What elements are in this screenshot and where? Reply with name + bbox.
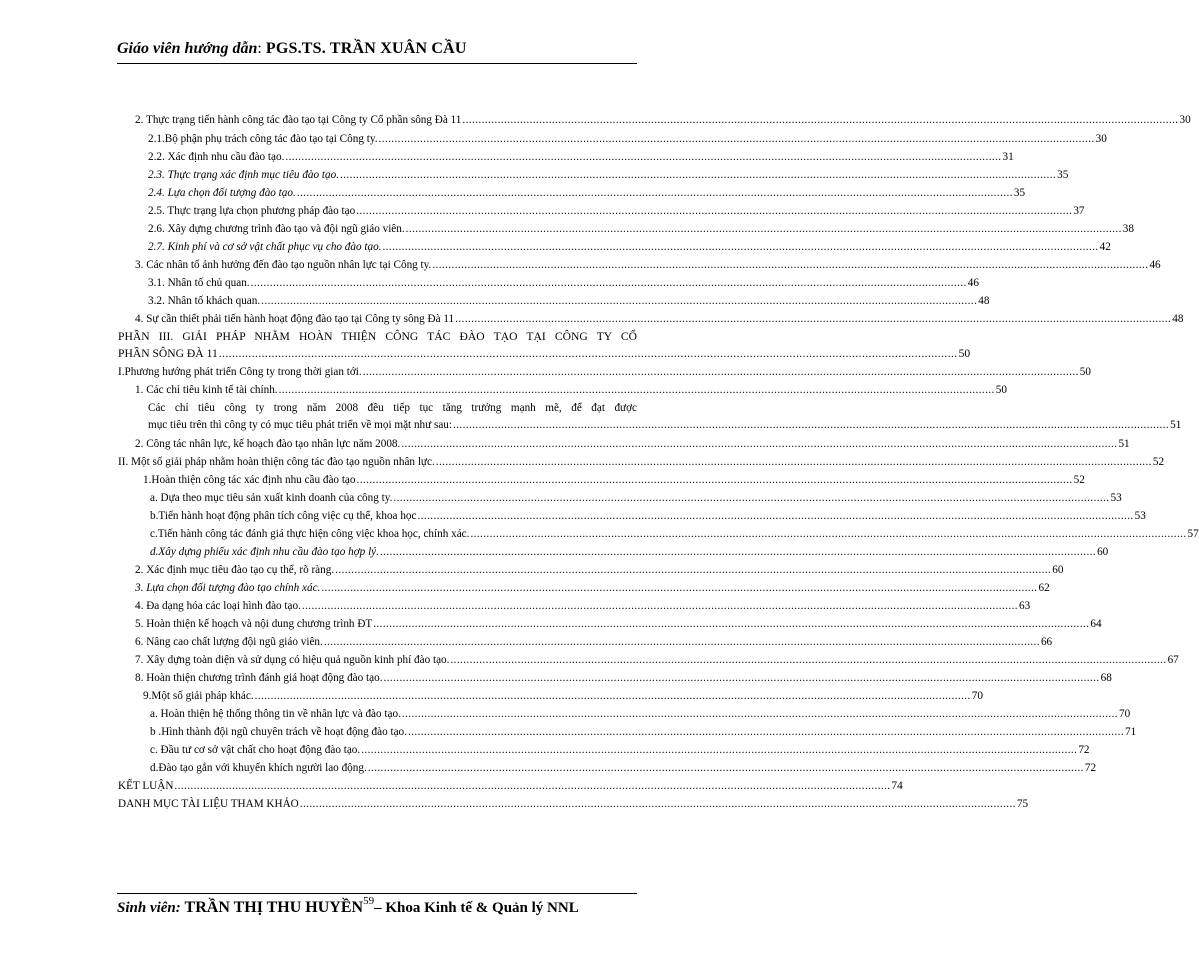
toc-entry: 2.3. Thực trạng xác định mục tiêu đào tạo. ..... 35: [148, 167, 637, 184]
toc-entry: I.Phương hướng phát triển Công ty trong thời gian tới. ..... 50: [118, 364, 637, 381]
toc-entry: c.Tiến hành công tác đánh giá thực hiện công việc khoa học, chính xác. ..... 57: [150, 526, 637, 543]
toc-entry: 2.1.Bộ phận phụ trách công tác đào tạo tại Công ty. ..... 30: [148, 131, 637, 148]
header-advisor-name: PGS.TS. TRẦN XUÂN CẦU: [265, 40, 467, 57]
page-footer: [117, 895, 657, 925]
toc-entry: a. Dựa theo mục tiêu sản xuất kinh doanh của công ty. ..... 53: [150, 490, 637, 507]
header-label: Giáo viên hướng dẫn: [117, 40, 258, 57]
toc-entry: b.Tiến hành hoạt động phân tích công việc cụ thể, khoa học ..... 53: [150, 508, 637, 525]
page-number: 59: [363, 895, 375, 907]
toc-entry: 2. Công tác nhân lực, kế hoạch đào tạo nhân lực năm 2008. ..... 51: [135, 436, 637, 453]
toc-entry: 6. Nâng cao chất lượng đội ngũ giáo viên. ..... 66: [135, 634, 637, 651]
toc-entry: 4. Sự cần thiết phải tiến hành hoạt động đào tạo tại Công ty sông Đà 11 ..... 48: [135, 311, 637, 328]
footer-department: – Khoa Kinh tế & Quản lý NNL: [374, 900, 579, 916]
toc-entry: mục tiêu trên thì công ty có mục tiêu phát triển về mọi mặt như sau: ..... 51: [148, 417, 637, 434]
footer-colon: :: [175, 900, 185, 916]
toc-entry: d.Đào tạo gắn với khuyến khích người lao động. ..... 72: [150, 760, 637, 777]
toc-entry: PHẦN SÔNG ĐÀ 11 ..... 50: [118, 345, 637, 362]
toc-entry: 8. Hoàn thiện chương trình đánh giá hoạt động đào tạo. ..... 68: [135, 670, 637, 687]
footer-label: Sinh viên: [117, 900, 176, 916]
toc-entry: 7. Xây dựng toàn diện và sử dụng có hiệu quả nguồn kinh phí đào tạo. ..... 67: [135, 652, 637, 669]
toc-paragraph-line1: Các chỉ tiêu công ty trong năm 2008 đều tiếp tục tăng trưởng mạnh mẽ, để đạt được: [148, 402, 637, 414]
toc-entry: 3.2. Nhân tố khách quan. ..... 48: [148, 293, 637, 310]
toc-entry: 9.Một số giải pháp khác. ..... 70: [143, 688, 637, 705]
toc-entry: 2. Thực trạng tiến hành công tác đào tạo tại Công ty Cổ phần sông Đà 11 ..... 30: [135, 112, 637, 129]
toc-entry: b .Hình thành đội ngũ chuyên trách về hoạt động đào tạo. ..... 71: [150, 724, 637, 741]
footer-student-name: TRẦN THỊ THU HUYỀN: [184, 899, 364, 916]
toc-entry: 2.5. Thực trạng lựa chọn phương pháp đào tạo ..... 37: [148, 203, 637, 220]
toc-entry: 3. Các nhân tố ảnh hưởng đến đào tạo nguồn nhân lực tại Công ty. ..... 46: [135, 257, 637, 274]
toc-entry: d.Xây dựng phiếu xác định nhu cầu đào tạo hợp lý. ..... 60: [150, 544, 637, 561]
toc-entry: 5. Hoàn thiện kế hoạch và nội dung chương trình ĐT ..... 64: [135, 616, 637, 633]
toc-entry: 1. Các chỉ tiêu kinh tế tài chính. ..... 50: [135, 382, 637, 399]
footer-rule: [117, 893, 637, 894]
toc-entry: 2.4. Lựa chọn đối tượng đào tạo. ..... 35: [148, 185, 637, 202]
toc-entry: 2.2. Xác định nhu cầu đào tạo. ..... 31: [148, 149, 637, 166]
toc-entry: c. Đầu tư cơ sở vật chất cho hoạt động đào tạo. ..... 72: [150, 742, 637, 759]
toc-entry: a. Hoàn thiện hệ thống thông tin về nhân lực và đào tạo. ..... 70: [150, 706, 637, 723]
toc-entry: 2.6. Xây dựng chương trình đào tạo và đội ngũ giáo viên. ..... 38: [148, 221, 637, 238]
toc-entry: 4. Đa dạng hóa các loại hình đào tạo. ..... 63: [135, 598, 637, 615]
header-rule: [117, 63, 637, 64]
header-colon: :: [257, 40, 266, 57]
toc-entry: 2. Xác định mục tiêu đào tạo cụ thể, rõ ràng. ..... 60: [135, 562, 637, 579]
toc-entry: 2.7. Kinh phí và cơ sở vật chất phục vụ cho đào tạo. ..... 42: [148, 239, 637, 256]
page-header: [117, 40, 637, 64]
toc-entry: 3. Lựa chọn đối tượng đào tạo chính xác. ..... 62: [135, 580, 637, 597]
toc-entry: 3.1. Nhân tố chủ quan. ..... 46: [148, 275, 637, 292]
toc-entry: 1.Hoàn thiện công tác xác định nhu cầu đào tạo ..... 52: [143, 472, 637, 489]
toc-entry: KẾT LUẬN ..... 74: [118, 778, 637, 795]
toc-part-heading-line1: PHẦN III. GIẢI PHÁP NHẰM HOÀN THIỆN CÔNG TÁC ĐÀO TẠO TẠI CÔNG TY CỔ: [118, 330, 637, 343]
toc-entry: II. Một số giải pháp nhằm hoàn thiện công tác đào tạo nguồn nhân lực. ..... 52: [118, 454, 637, 471]
toc-entry: DANH MỤC TÀI LIỆU THAM KHẢO ..... 75: [118, 796, 637, 813]
